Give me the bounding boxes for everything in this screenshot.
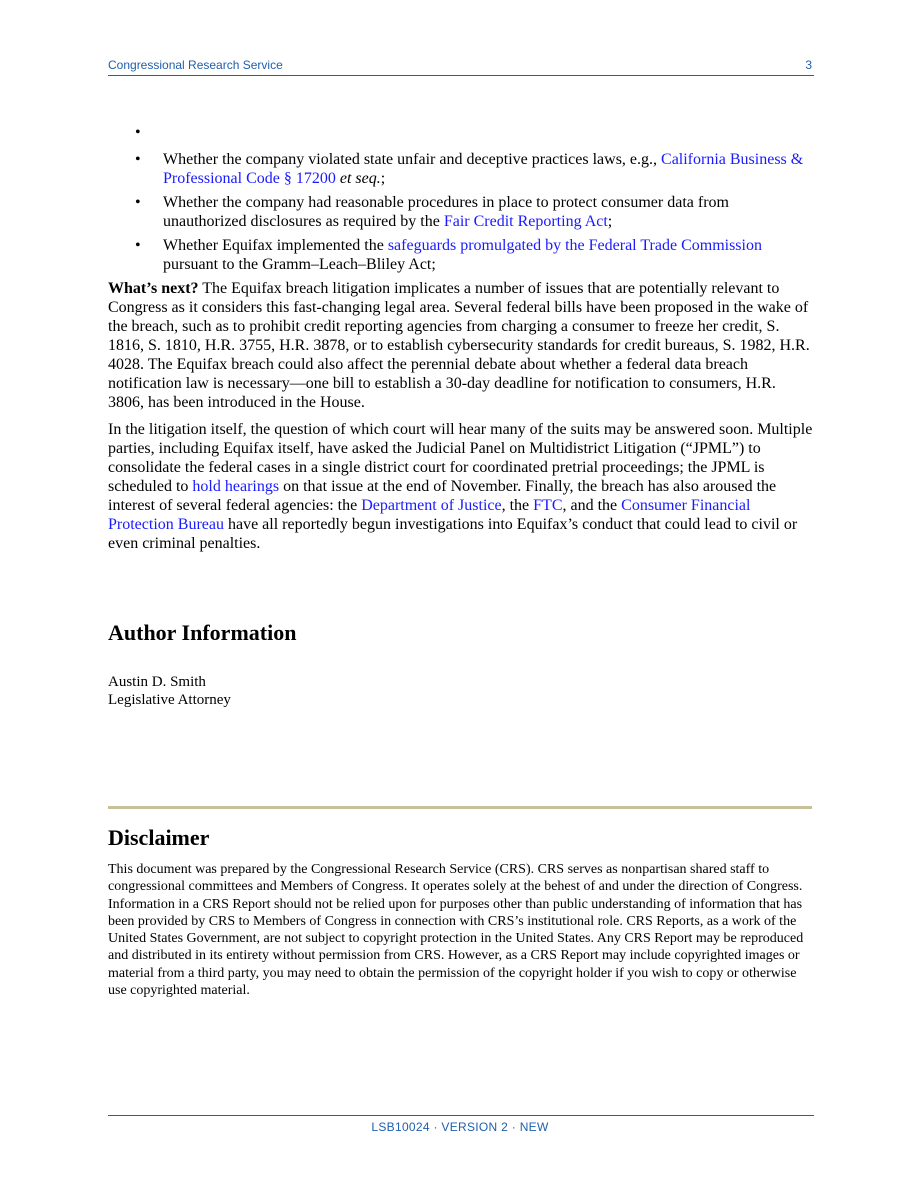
author-name: Austin D. Smith <box>108 674 206 690</box>
footer-divider <box>108 1115 814 1116</box>
bullet-icon: • <box>135 194 141 211</box>
author-block <box>108 673 231 709</box>
text-run: , and the <box>562 497 622 514</box>
hyperlink[interactable]: California Business & Professional Code § 17200 <box>163 151 804 187</box>
text-run: have all reportedly begun investigations into Equifax’s conduct that could lead to civil or even criminal penalties. <box>108 516 798 552</box>
text-run: Whether the company had reasonable procedures in place to protect consumer data from unauthorized disclosures as required by the <box>163 194 729 230</box>
bullet-item <box>108 150 814 188</box>
bold-lead: What’s next? <box>108 280 199 297</box>
bullet-item <box>108 193 814 231</box>
body-paragraphs <box>108 279 814 553</box>
text-run: ; <box>380 170 386 187</box>
hyperlink[interactable]: safeguards promulgated by the Federal Trade Commission <box>387 237 762 254</box>
text-run: on that issue at the end of November. Finally, the breach has also aroused the interest of several federal agencies: the <box>108 478 777 514</box>
text-run: The Equifax breach litigation implicates a number of issues that are potentially relevant to Congress as it considers this fast-changing legal area. Several federal bills have been proposed in the wake of the breach, such as to prohibit credit reporting agencies from charging a consumer to freeze her credit, S. 1816, S. 1810, H.R. 3755, H.R. 3878, or to establish cybersecurity standards for credit bureaus, S. 1982, H.R. 4028. The Equifax breach could also affect the perennial debate about whether a federal data breach notification law is necessary—one bill to establish a 30-day deadline for notification to consumers, H.R. 3806, has been introduced in the House. <box>108 280 810 411</box>
hyperlink[interactable]: Fair Credit Reporting Act <box>443 213 608 230</box>
hyperlink[interactable]: FTC <box>533 497 563 514</box>
text-run: , the <box>501 497 534 514</box>
hyperlink[interactable]: Department of Justice <box>361 497 502 514</box>
author-title: Legislative Attorney <box>108 692 231 708</box>
hyperlink[interactable]: Consumer Financial Protection Bureau <box>108 497 751 533</box>
text-run: Whether the company violated state unfair and deceptive practices laws, e.g., <box>163 151 662 168</box>
section-divider <box>108 806 812 809</box>
disclaimer-text: This document was prepared by the Congressional Research Service (CRS). CRS serves as nonpartisan shared staff to congressional committees and Members of Congress. It operates solely at the behest of and under the direction of Congress. Information in a CRS Report should not be relied upon for purposes other than public understanding of information that has been provided by CRS to Members of Congress in connection with CRS’s institutional role. CRS Reports, as a work of the United States Government, are not subject to copyright protection in the United States. Any CRS Report may be reproduced and distributed in its entirety without permission from CRS. However, as a CRS Report may include copyrighted images or material from a third party, you may need to obtain the permission of the copyright holder if you wish to copy or otherwise use copyrighted material. <box>108 862 804 999</box>
paragraph <box>108 279 814 412</box>
text-run: pursuant to the Gramm–Leach–Bliley Act; <box>163 256 436 273</box>
text-run: Whether Equifax implemented the <box>163 237 388 254</box>
bullet-icon: • <box>135 237 141 254</box>
bullet-item <box>108 123 814 142</box>
header-org: Congressional Research Service <box>108 58 283 72</box>
author-heading: Author Information <box>108 620 297 645</box>
bullet-item <box>108 236 814 274</box>
hyperlink[interactable]: hold hearings <box>192 478 280 495</box>
main-content <box>108 123 814 561</box>
disclaimer-heading: Disclaimer <box>108 825 210 850</box>
italic-text: et seq. <box>339 170 381 187</box>
page-footer: LSB10024 · VERSION 2 · NEW <box>371 1120 549 1134</box>
paragraph <box>108 420 814 553</box>
bullet-icon: • <box>135 151 141 168</box>
text-run: In the litigation itself, the question of which court will hear many of the suits may be answered soon. Multiple parties, including Equifax itself, have asked the Judicial Panel on Multidistrict Litigation (“JPML”) to consolidate the federal cases in a single district court for coordinated pretrial proceedings; the JPML is scheduled to <box>108 421 813 495</box>
bullet-list <box>108 123 814 274</box>
bullet-icon: • <box>135 124 141 141</box>
text-run: ; <box>607 213 613 230</box>
header-page-number: 3 <box>805 58 812 72</box>
page-header <box>108 58 814 76</box>
